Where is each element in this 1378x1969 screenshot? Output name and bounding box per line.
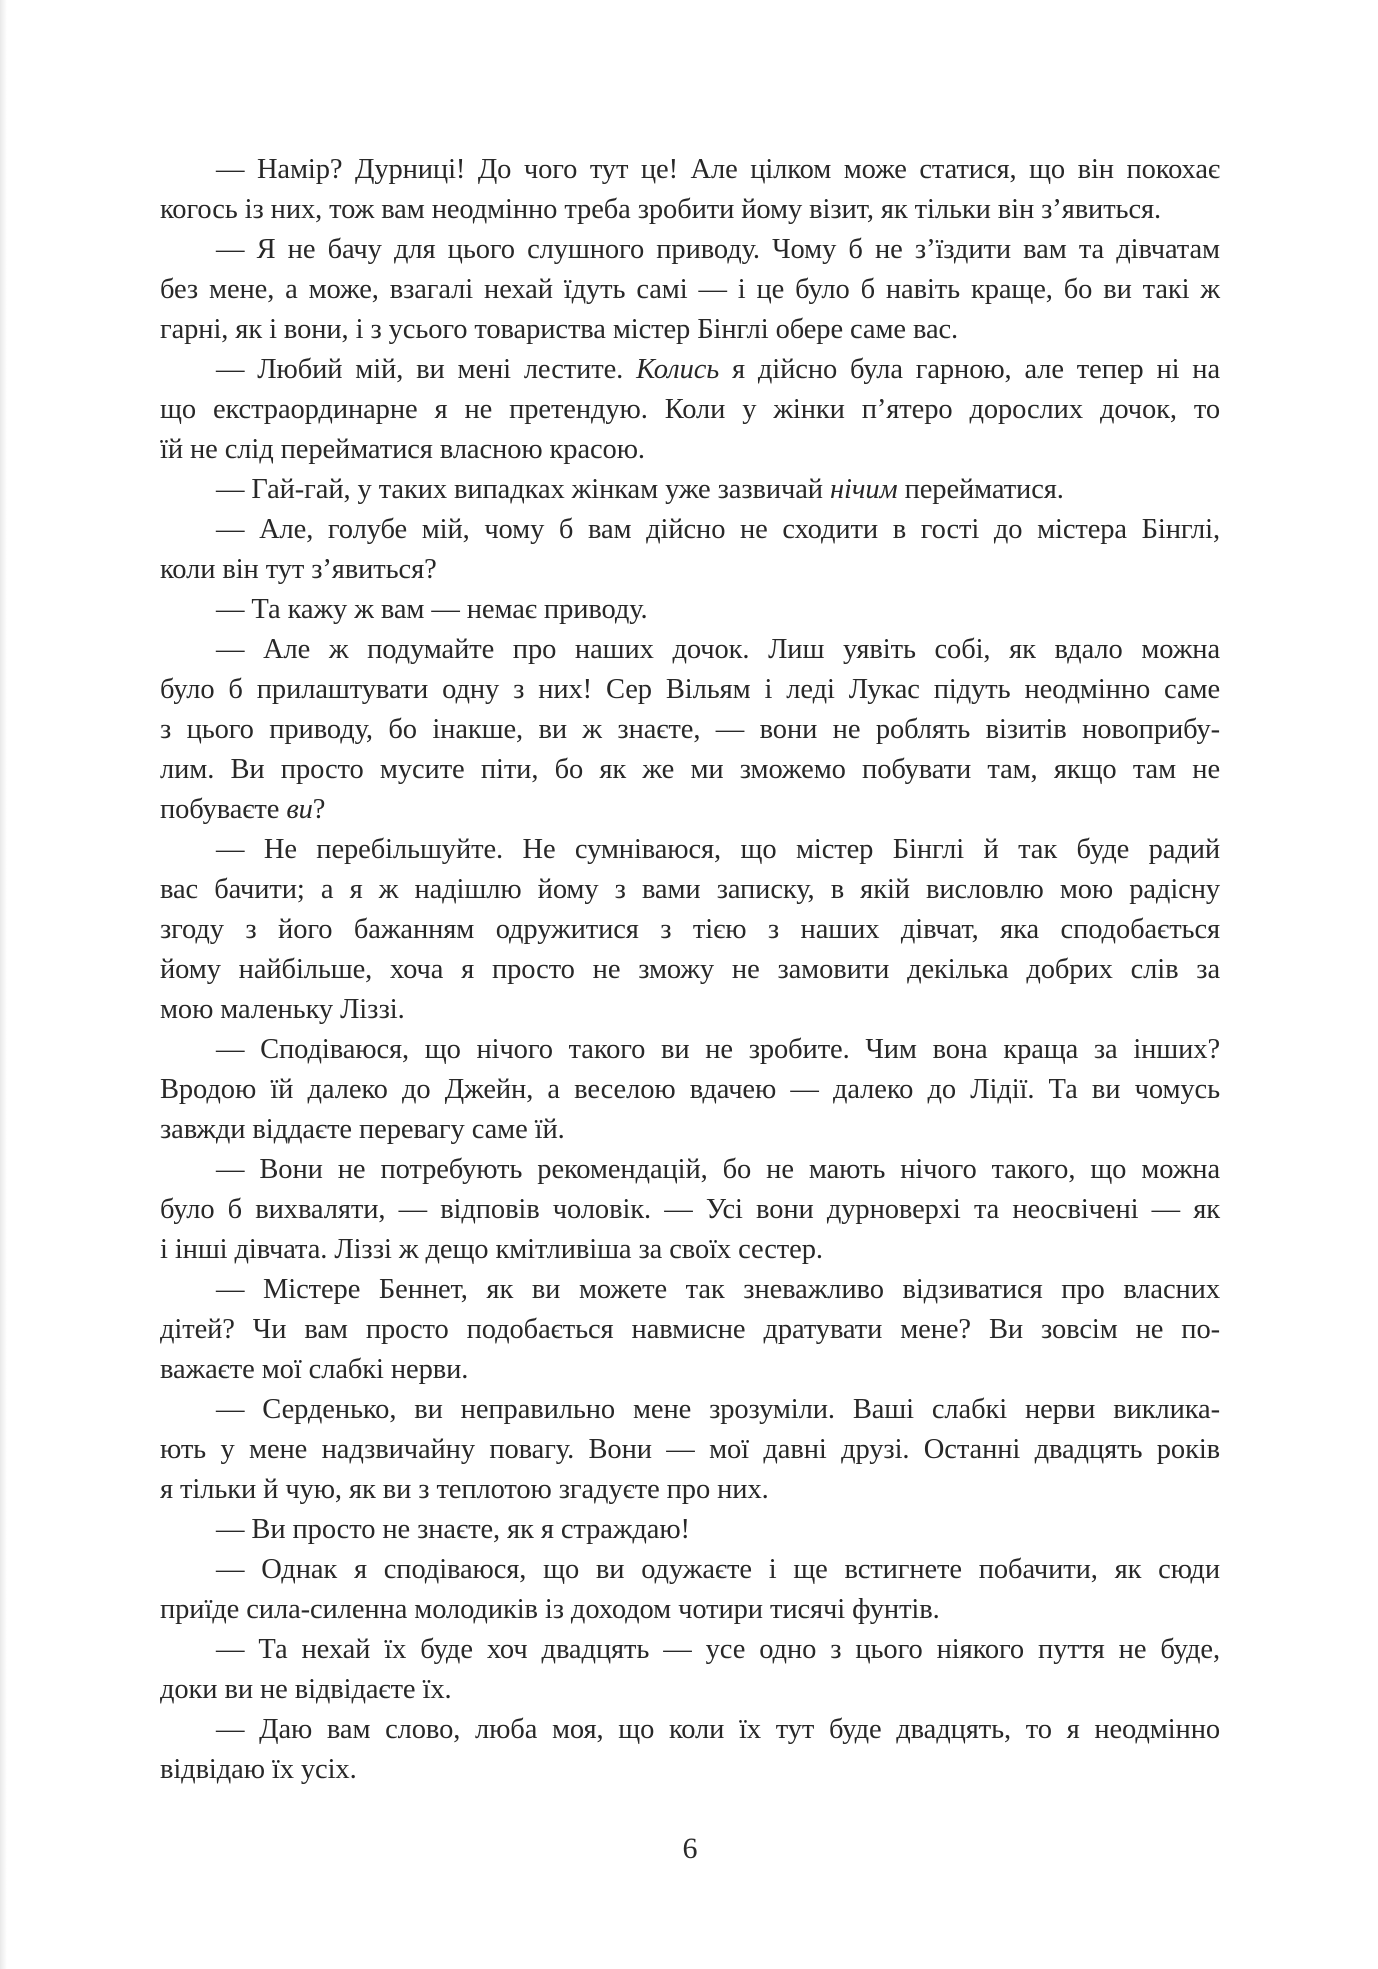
text-line: — Містере Беннет, як ви можете так зневажливо відзиватися про власних: [216, 1274, 1220, 1305]
text-line: ють у мене надзвичайну повагу. Вони — мої давні друзі. Останні двадцять років: [160, 1434, 1220, 1465]
text-line: — Я не бачу для цього слушного приводу. Чому б не з’їздити вам та дівчатам: [216, 234, 1220, 265]
text-line: було б прилаштувати одну з них! Сер Вільям і леді Лукас підуть неодмінно саме: [160, 674, 1220, 705]
text-line: — Не перебільшуйте. Не сумніваюся, що містер Бінглі й так буде радий: [216, 834, 1220, 865]
text-line: Вродою їй далеко до Джейн, а веселою вдачею — далеко до Лідії. Та ви чомусь: [160, 1074, 1220, 1105]
text-line: без мене, а може, взагалі нехай їдуть самі — і це було б навіть краще, бо ви такі ж: [160, 274, 1220, 305]
text-line: завжди віддаєте перевагу саме їй.: [160, 1114, 565, 1145]
text-line: коли він тут з’явиться?: [160, 554, 437, 585]
text-line: доки ви не відвідаєте їх.: [160, 1674, 452, 1705]
text-line: вас бачити; а я ж надішлю йому з вами записку, в якій висловлю мою радісну: [160, 874, 1220, 905]
text-line: я тільки й чую, як ви з теплотою згадуєте про них.: [160, 1474, 769, 1505]
text-line: важаєте мої слабкі нерви.: [160, 1354, 469, 1385]
text-line: — Даю вам слово, люба моя, що коли їх тут буде двадцять, то я неодмінно: [216, 1714, 1220, 1745]
text-line: — Намір? Дурниці! До чого тут це! Але цілком може статися, що він покохає: [216, 154, 1220, 185]
text-line: і інші дівчата. Ліззі ж дещо кмітливіша за своїх сестер.: [160, 1234, 823, 1265]
text-line: когось із них, тож вам неодмінно треба зробити йому візит, як тільки він з’явиться.: [160, 194, 1162, 225]
text-line: — Серденько, ви неправильно мене зрозуміли. Ваші слабкі нерви виклика-: [216, 1394, 1220, 1425]
text-line: — Та кажу ж вам — немає приводу.: [216, 594, 648, 625]
text-line: згоду з його бажанням одружитися з тією з наших дівчат, яка сподобається: [160, 914, 1220, 945]
text-line: з цього приводу, бо інакше, ви ж знаєте, — вони не роблять візитів новоприбу-: [160, 714, 1220, 745]
text-line: йому найбільше, хоча я просто не зможу не замовити декілька добрих слів за: [160, 954, 1220, 985]
text-line: — Та нехай їх буде хоч двадцять — усе одно з цього ніякого пуття не буде,: [216, 1634, 1220, 1665]
text-line: лим. Ви просто мусите піти, бо як же ми зможемо побувати там, якщо там не: [160, 754, 1220, 785]
text-line: побуваєте ви?: [160, 794, 326, 825]
text-line: — Ви просто не знаєте, як я страждаю!: [216, 1514, 690, 1545]
text-line: було б вихваляти, — відповів чоловік. — Усі вони дурноверхі та неосвічені — як: [160, 1194, 1220, 1225]
page-text: [160, 150, 1220, 1790]
scan-edge-shading: [0, 0, 7, 1969]
text-line: — Вони не потребують рекомендацій, бо не мають нічого такого, що можна: [216, 1154, 1220, 1185]
text-line: мою маленьку Ліззі.: [160, 994, 405, 1025]
text-line: їй не слід перейматися власною красою.: [160, 434, 645, 465]
text-line: — Сподіваюся, що нічого такого ви не зробите. Чим вона краща за інших?: [216, 1034, 1220, 1065]
text-line: що екстраординарне я не претендую. Коли у жінки п’ятеро дорослих дочок, то: [160, 394, 1220, 425]
text-line: — Однак я сподіваюся, що ви одужаєте і ще встигнете побачити, як сюди: [216, 1554, 1220, 1585]
text-line: приїде сила-силенна молодиків із доходом чотири тисячі фунтів.: [160, 1594, 940, 1625]
text-line: гарні, як і вони, і з усього товариства містер Бінглі обере саме вас.: [160, 314, 959, 345]
text-line: — Але ж подумайте про наших дочок. Лиш уявіть собі, як вдало можна: [216, 634, 1220, 665]
text-line: — Гай-гай, у таких випадках жінкам уже зазвичай нічим перейматися.: [216, 474, 1064, 505]
text-line: — Але, голубе мій, чому б вам дійсно не сходити в гості до містера Бінглі,: [216, 514, 1220, 545]
text-line: відвідаю їх усіх.: [160, 1754, 357, 1785]
page-number: 6: [682, 1832, 698, 1865]
text-line: дітей? Чи вам просто подобається навмисне дратувати мене? Ви зовсім не по-: [160, 1314, 1220, 1345]
text-line: — Любий мій, ви мені лестите. Колись я дійсно була гарною, але тепер ні на: [216, 354, 1220, 385]
